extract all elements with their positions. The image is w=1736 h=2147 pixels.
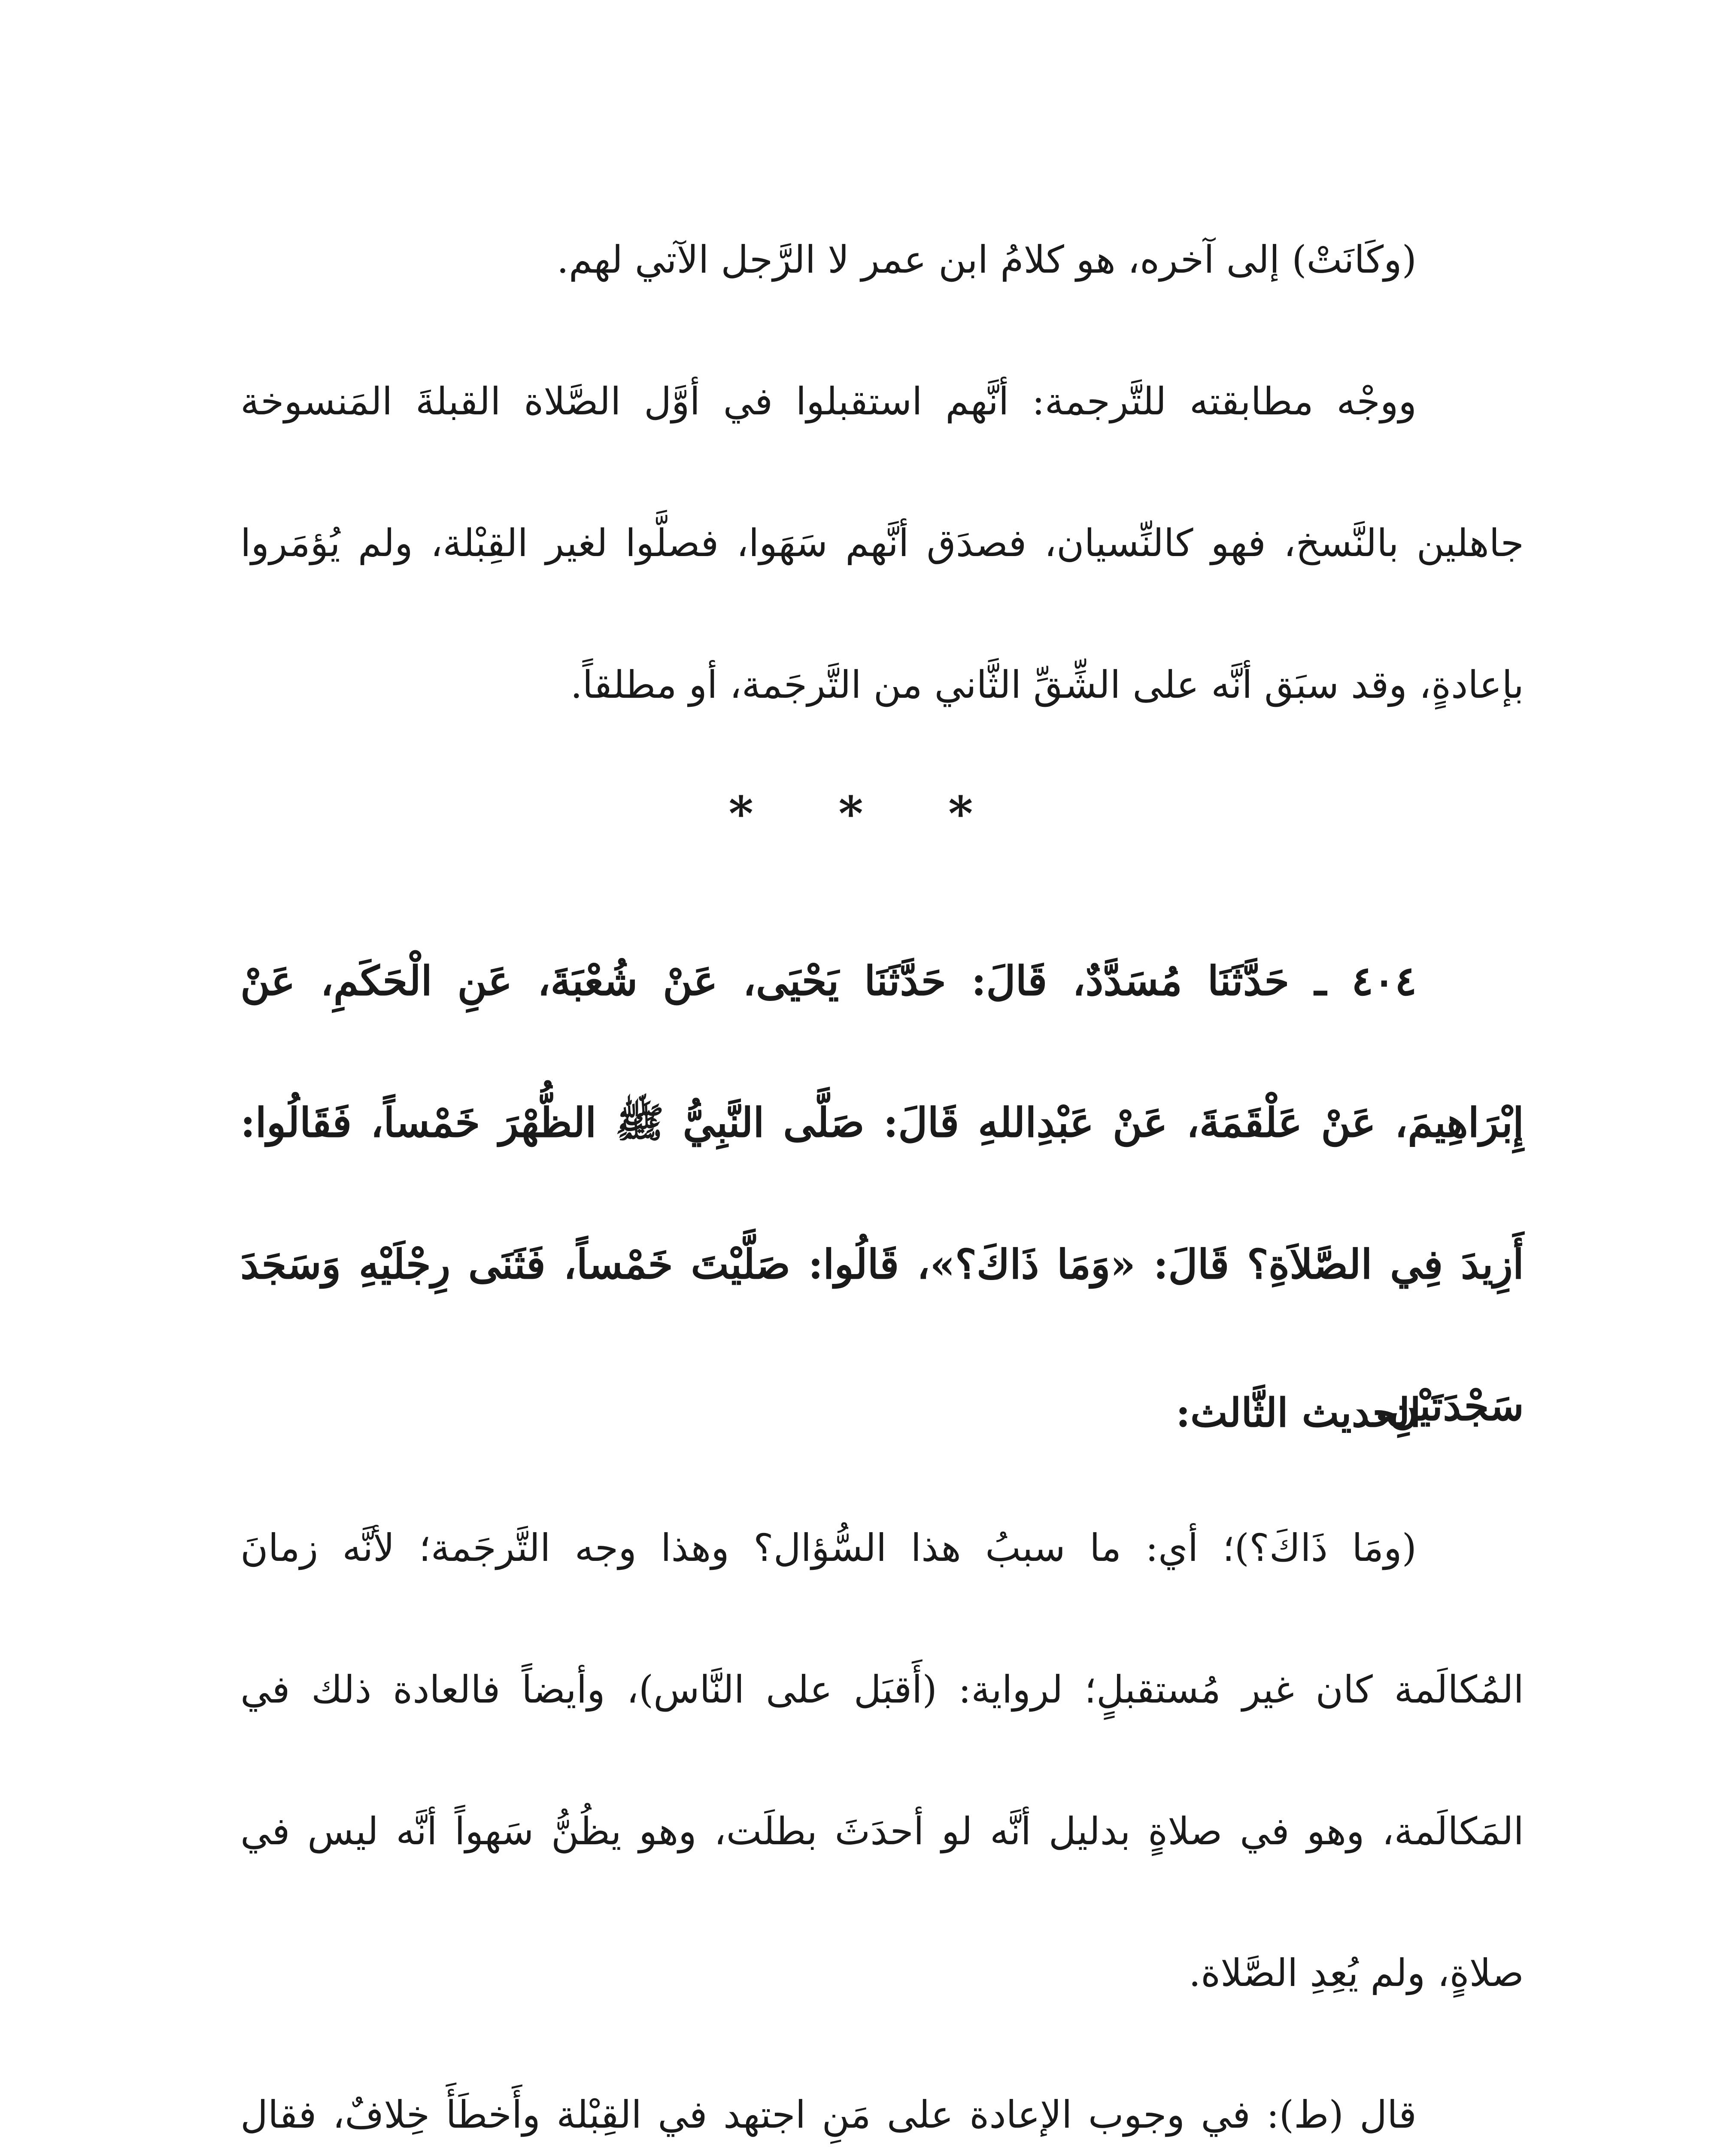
- intro-paragraph-1: (وكَانَتْ) إلى آخره، هو كلامُ ابن عمر لا الرَّجل الآتي لهم.: [556, 237, 1417, 282]
- section-divider: * * *: [728, 786, 1008, 841]
- commentary-paragraph-2: قال (ط): في وجوب الإعادة على مَنِ اجتهد في القِبْلة وأَخطَأَ خِلافٌ، فقال: [240, 2092, 1417, 2137]
- commentary-text: [240, 1477, 1524, 2147]
- intro-paragraph-2: ووجْه مطابقته للتَّرجمة: أنَّهم استقبلوا في أوَّل الصَّلاة القبلةَ المَنسوخة جاهلين بالنَّسخ، فهو كالنِّسيان، فصدَق أنَّهم سَهَوا، فصلَّوا لغير القِبْلة، ولم يُؤمَروا بإعادةٍ، وقد سبَق أنَّه على الشِّقِّ الثَّاني من التَّرجَمة، أو مطلقاً.: [240, 379, 1524, 707]
- commentary-paragraph-1: (ومَا ذَاكَ؟)؛ أي: ما سببُ هذا السُّؤال؟ وهذا وجه التَّرجَمة؛ لأنَّه زمانَ المُكالَمة كان غير مُستقبلٍ؛ لرواية: (أَقبَل على النَّاس)، وأيضاً فالعادة ذلك في المَكالَمة، وهو في صلاةٍ بدليل أنَّه لو أحدَثَ بطلَت، وهو يظُنُّ سَهواً أنَّه ليس في صلاةٍ، ولم يُعِدِ الصَّلاة.: [240, 1526, 1524, 1995]
- intro-text: [240, 189, 1524, 756]
- hadith-text: ٤٠٤ ـ حَدَّثَنَا مُسَدَّدٌ، قَالَ: حَدَّثَنَا يَحْيَى، عَنْ شُعْبَةَ، عَنِ الْحَكَمِ، عَنْ إِبْرَاهِيمَ، عَنْ عَلْقَمَةَ، عَنْ عَبْدِاللهِ قَالَ: صَلَّى النَّبِيُّ ﷺ الظُّهْرَ خَمْساً، فَقَالُوا: أَزِيدَ فِي الصَّلاَةِ؟ قَالَ: «وَمَا ذَاكَ؟»، قَالُوا: صَلَّيْتَ خَمْساً، فَثَنَى رِجْلَيْهِ وَسَجَدَ سَجْدَتَيْنِ.: [240, 958, 1524, 1430]
- section-heading: الحديث الثَّالث:: [1176, 1390, 1421, 1436]
